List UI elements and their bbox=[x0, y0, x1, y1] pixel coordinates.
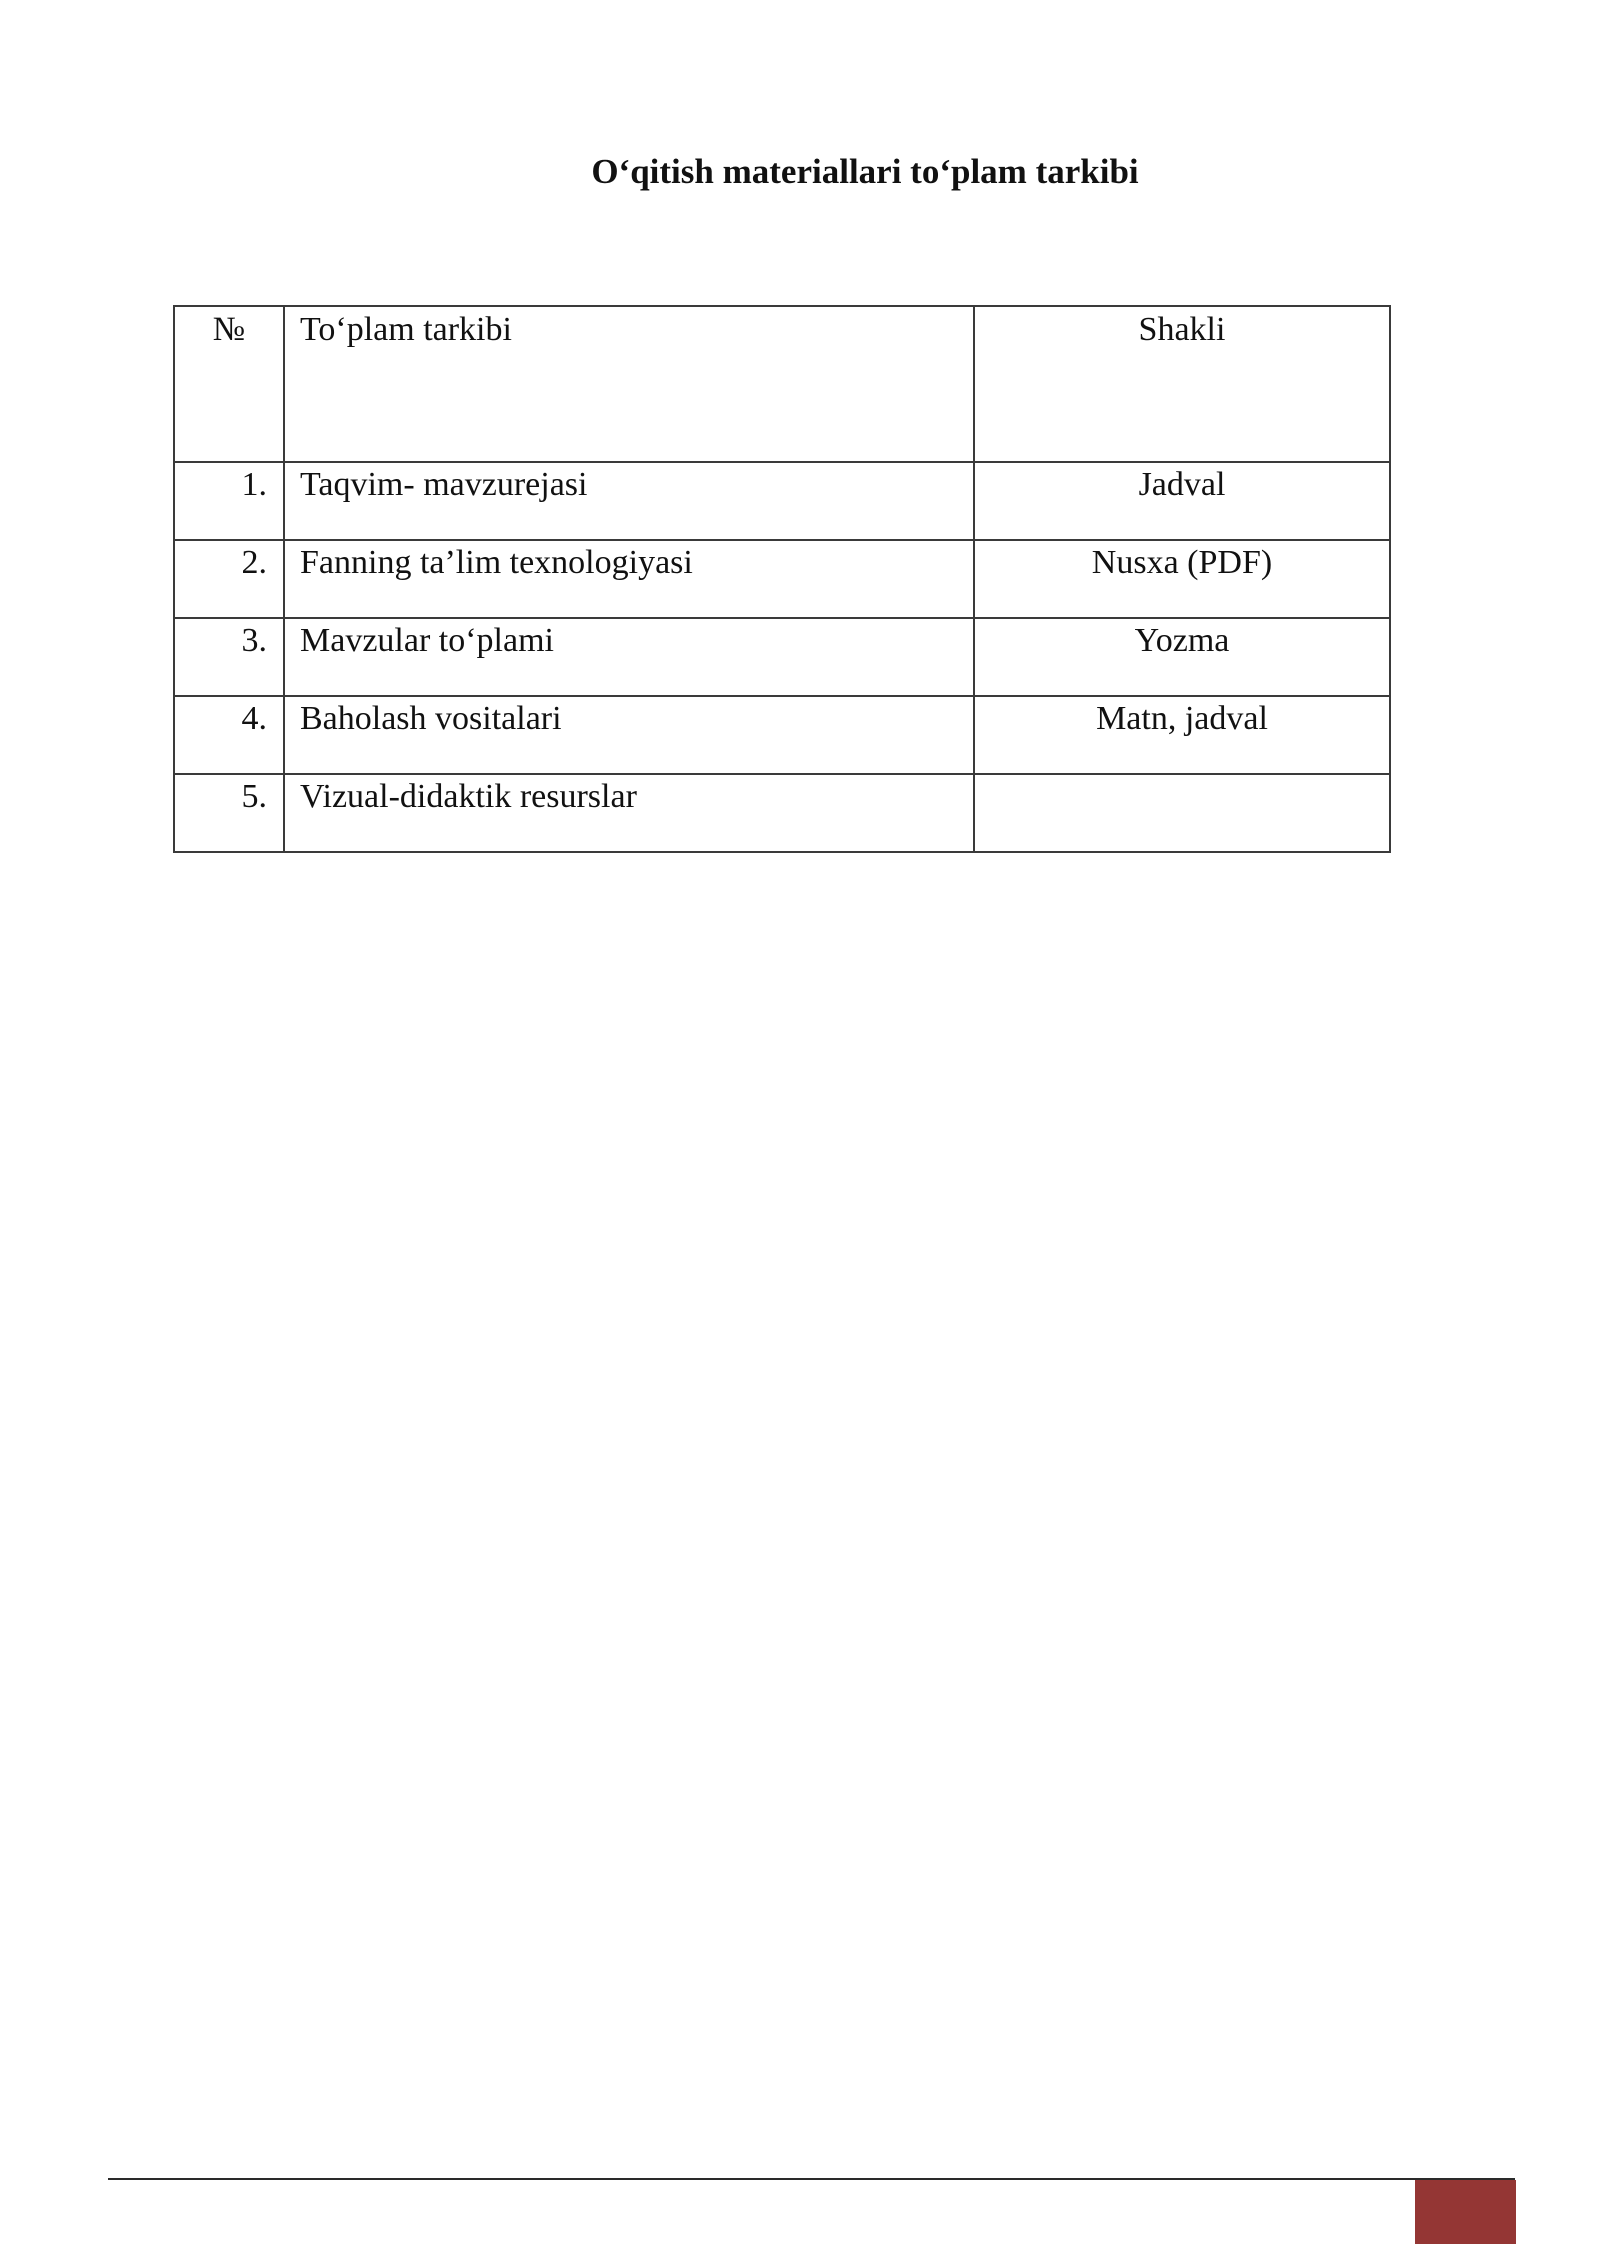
row-contents: Taqvim- mavzurejasi bbox=[284, 462, 974, 540]
footer-rule bbox=[108, 2178, 1515, 2180]
table-row bbox=[174, 774, 1390, 852]
table-header-row bbox=[174, 306, 1390, 462]
contents-table bbox=[173, 305, 1391, 853]
row-form: Yozma bbox=[974, 618, 1390, 696]
page-title: O‘qitish materiallari to‘plam tarkibi bbox=[591, 152, 1139, 191]
row-number: 5. bbox=[174, 774, 284, 852]
row-number: 3. bbox=[174, 618, 284, 696]
row-form: Nusxa (PDF) bbox=[974, 540, 1390, 618]
row-number: 4. bbox=[174, 696, 284, 774]
row-form: Matn, jadval bbox=[974, 696, 1390, 774]
table-row bbox=[174, 462, 1390, 540]
table-row bbox=[174, 696, 1390, 774]
header-form: Shakli bbox=[974, 306, 1390, 462]
row-form: Jadval bbox=[974, 462, 1390, 540]
row-number: 1. bbox=[174, 462, 284, 540]
header-number: № bbox=[174, 306, 284, 462]
row-form bbox=[974, 774, 1390, 852]
table-row bbox=[174, 540, 1390, 618]
footer-accent-block bbox=[1415, 2180, 1516, 2244]
row-contents: Baholash vositalari bbox=[284, 696, 974, 774]
row-contents: Mavzular to‘plami bbox=[284, 618, 974, 696]
row-contents: Vizual-didaktik resurslar bbox=[284, 774, 974, 852]
header-contents: To‘plam tarkibi bbox=[284, 306, 974, 462]
table-row bbox=[174, 618, 1390, 696]
row-contents: Fanning ta’lim texnologiyasi bbox=[284, 540, 974, 618]
row-number: 2. bbox=[174, 540, 284, 618]
